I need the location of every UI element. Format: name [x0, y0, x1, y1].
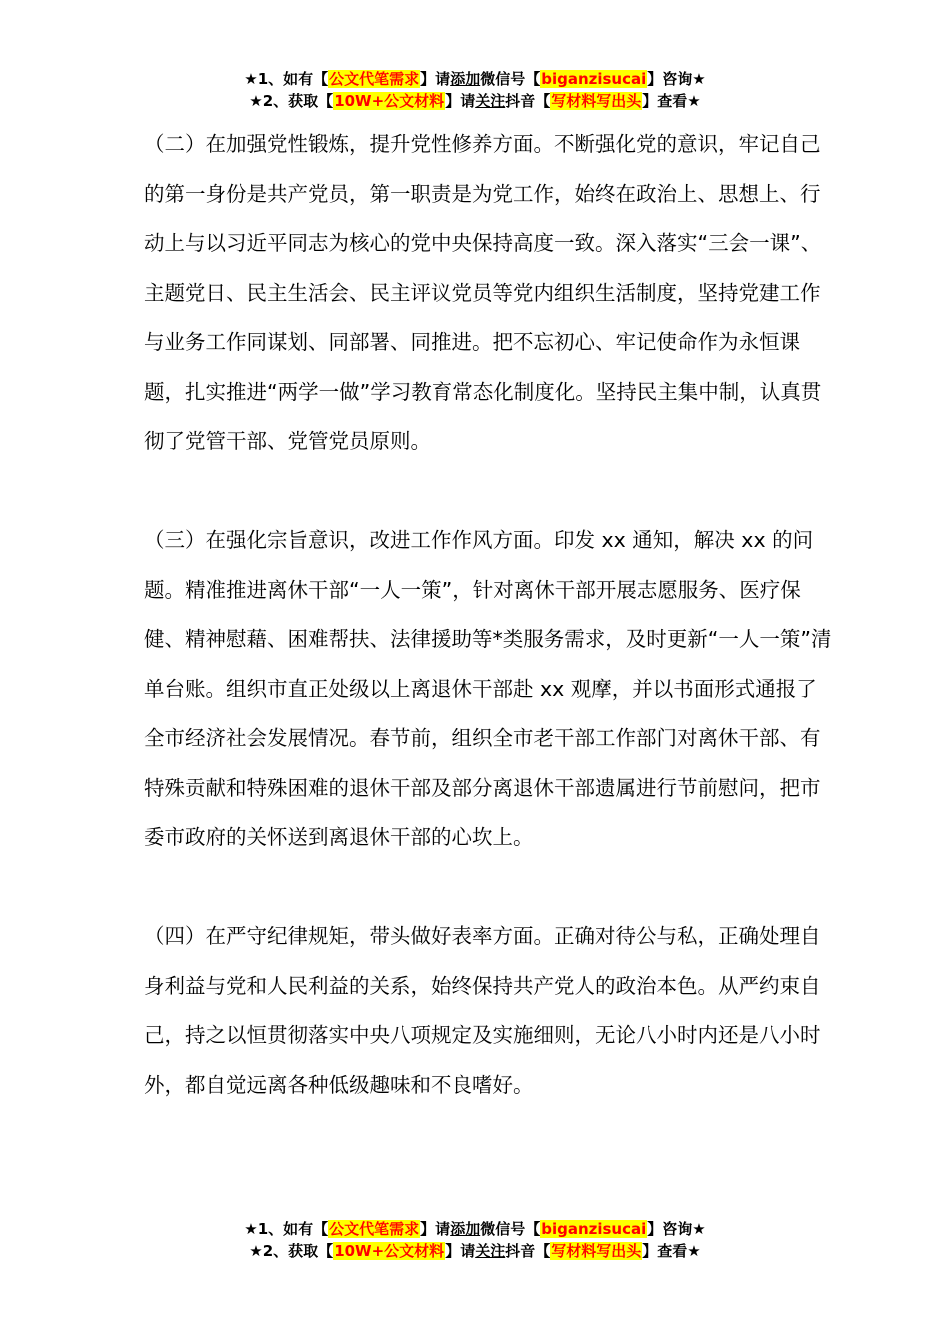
promo-highlight: 写材料写出头	[551, 1242, 642, 1260]
promo-header	[0, 68, 950, 112]
promo-text: 】请	[445, 92, 476, 110]
promo-prefix: ★2、获取【	[249, 1242, 334, 1260]
promo-text: 抖音【	[505, 1242, 551, 1260]
promo-text: 】请	[420, 1220, 451, 1238]
promo-suffix: 】查看★	[642, 1242, 701, 1260]
promo-highlight: 10W+公文材料	[334, 1242, 445, 1260]
promo-prefix: ★2、获取【	[249, 92, 334, 110]
paragraph-section-2: （二）在加强党性锻炼，提升党性修养方面。不断强化党的意识，牢记自己的第一身份是共产党员，第一职责是为党工作，始终在政治上、思想上、行动上与以习近平同志为核心的党中央保持高度一致。深入落实“三会一课”、主题党日、民主生活会、民主评议党员等党内组织生活制度，坚持党建工作与业务工作同谋划、同部署、同推进。把不忘初心、牢记使命作为永恒课题，扎实推进“两学一做”学习教育常态化制度化。坚持民主集中制，认真贯彻了党管干部、党管党员原则。	[144, 132, 822, 453]
promo-suffix: 】咨询★	[647, 70, 706, 88]
promo-prefix: ★1、如有【	[244, 70, 329, 88]
promo-suffix: 】咨询★	[647, 1220, 706, 1238]
paragraph-spacer	[144, 863, 834, 913]
promo-highlight: 写材料写出头	[551, 92, 642, 110]
promo-text: 】请	[420, 70, 451, 88]
promo-text: 】请	[445, 1242, 476, 1260]
promo-highlight: 10W+公文材料	[334, 92, 445, 110]
paragraph-section-3: （三）在强化宗旨意识，改进工作作风方面。印发 xx 通知，解决 xx 的问题。精准推进离休干部“一人一策”，针对离休干部开展志愿服务、医疗保健、精神慰藉、困难帮扶、法律援助等*类服务需求，及时更新“一人一策”清单台账。组织市直正处级以上离退休干部赴 xx 观摩，并以书面形式通报了全市经济社会发展情况。春节前，组织全市老干部工作部门对离休干部、有特殊贡献和特殊困难的退休干部及部分离退休干部遗属进行节前慰问，把市委市政府的关怀送到离退休干部的心坎上。	[144, 528, 832, 849]
promo-text: 微信号【	[480, 70, 541, 88]
promo-text: 微信号【	[480, 1220, 541, 1238]
promo-line-1	[0, 1218, 950, 1240]
promo-prefix: ★1、如有【	[244, 1220, 329, 1238]
promo-emphasis: 关注	[475, 1242, 506, 1260]
promo-footer	[0, 1218, 950, 1262]
document-body	[144, 120, 834, 1110]
promo-line-2	[0, 90, 950, 112]
promo-suffix: 】查看★	[642, 92, 701, 110]
paragraph-section-4: （四）在严守纪律规矩，带头做好表率方面。正确对待公与私，正确处理自身利益与党和人民利益的关系，始终保持共产党人的政治本色。从严约束自己，持之以恒贯彻落实中央八项规定及实施细则，无论八小时内还是八小时外，都自觉远离各种低级趣味和不良嗜好。	[144, 924, 821, 1097]
promo-emphasis: 添加	[450, 1220, 481, 1238]
promo-emphasis: 添加	[450, 70, 481, 88]
promo-highlight: biganzisucai	[541, 70, 647, 88]
promo-line-1	[0, 68, 950, 90]
paragraph-spacer	[144, 467, 834, 517]
promo-line-2	[0, 1240, 950, 1262]
promo-highlight: 公文代笔需求	[329, 1220, 420, 1238]
promo-highlight: biganzisucai	[541, 1220, 647, 1238]
promo-text: 抖音【	[505, 92, 551, 110]
promo-emphasis: 关注	[475, 92, 506, 110]
promo-highlight: 公文代笔需求	[329, 70, 420, 88]
